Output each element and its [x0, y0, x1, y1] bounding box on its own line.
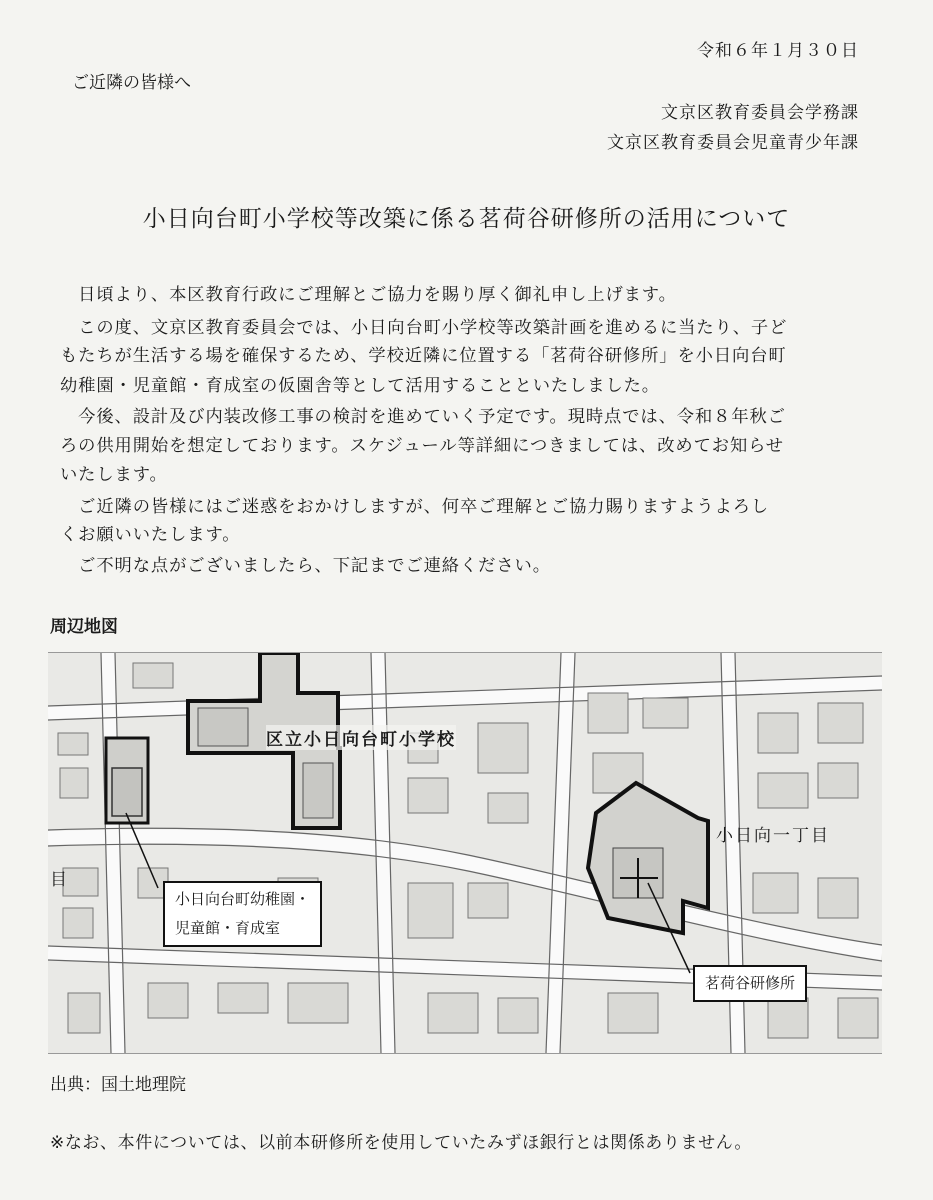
surrounding-map [48, 652, 882, 1054]
kindergarten-callout [163, 881, 322, 947]
body-line: 今後、設計及び内装改修工事の検討を進めていく予定です。現時点では、令和８年秋ご [60, 407, 786, 427]
school-label: 区立小日向台町小学校 [266, 725, 456, 750]
map-heading: 周辺地図 [50, 617, 118, 637]
sender-line-1: 文京区教育委員会学務課 [661, 103, 859, 123]
kindergarten-callout-line-1: 小日向台町幼稚園・ [175, 890, 311, 908]
body-line: いたします。 [60, 465, 168, 485]
footnote: ※なお、本件については、以前本研修所を使用していたみずほ銀行とは関係ありません。 [50, 1133, 752, 1153]
map-source: 出典：国土地理院 [50, 1075, 186, 1095]
salutation: ご近隣の皆様へ [72, 73, 191, 93]
sender-line-2: 文京区教育委員会児童青少年課 [607, 133, 859, 153]
document-title: 小日向台町小学校等改築に係る茗荷谷研修所の活用について [142, 206, 791, 232]
body-line: ご近隣の皆様にはご迷惑をおかけしますが、何卒ご理解とご協力賜りますようよろし [60, 497, 770, 517]
kindergarten-callout-line-2: 児童館・育成室 [175, 919, 281, 937]
body-line: くお願いいたします。 [60, 525, 241, 545]
body-line: ろの供用開始を想定しております。スケジュール等詳細につきましては、改めてお知らせ [60, 436, 784, 456]
body-line: 日頃より、本区教育行政にご理解とご協力を賜り厚く御礼申し上げます。 [60, 285, 677, 305]
district-label: 小日向一丁目 [716, 826, 830, 846]
document-date: 令和６年１月３０日 [697, 41, 859, 61]
training-center-callout: 茗荷谷研修所 [693, 965, 807, 1002]
body-line: もたちが生活する場を確保するため、学校近隣に位置する「茗荷谷研修所」を小日向台町 [60, 346, 787, 366]
map-edge-label: 目 [50, 870, 69, 890]
body-line: 幼稚園・児童館・育成室の仮園舎等として活用することといたしました。 [60, 376, 660, 396]
body-line: ご不明な点がございましたら、下記までご連絡ください。 [60, 556, 551, 576]
body-line: この度、文京区教育委員会では、小日向台町小学校等改築計画を進めるに当たり、子ど [60, 318, 788, 338]
